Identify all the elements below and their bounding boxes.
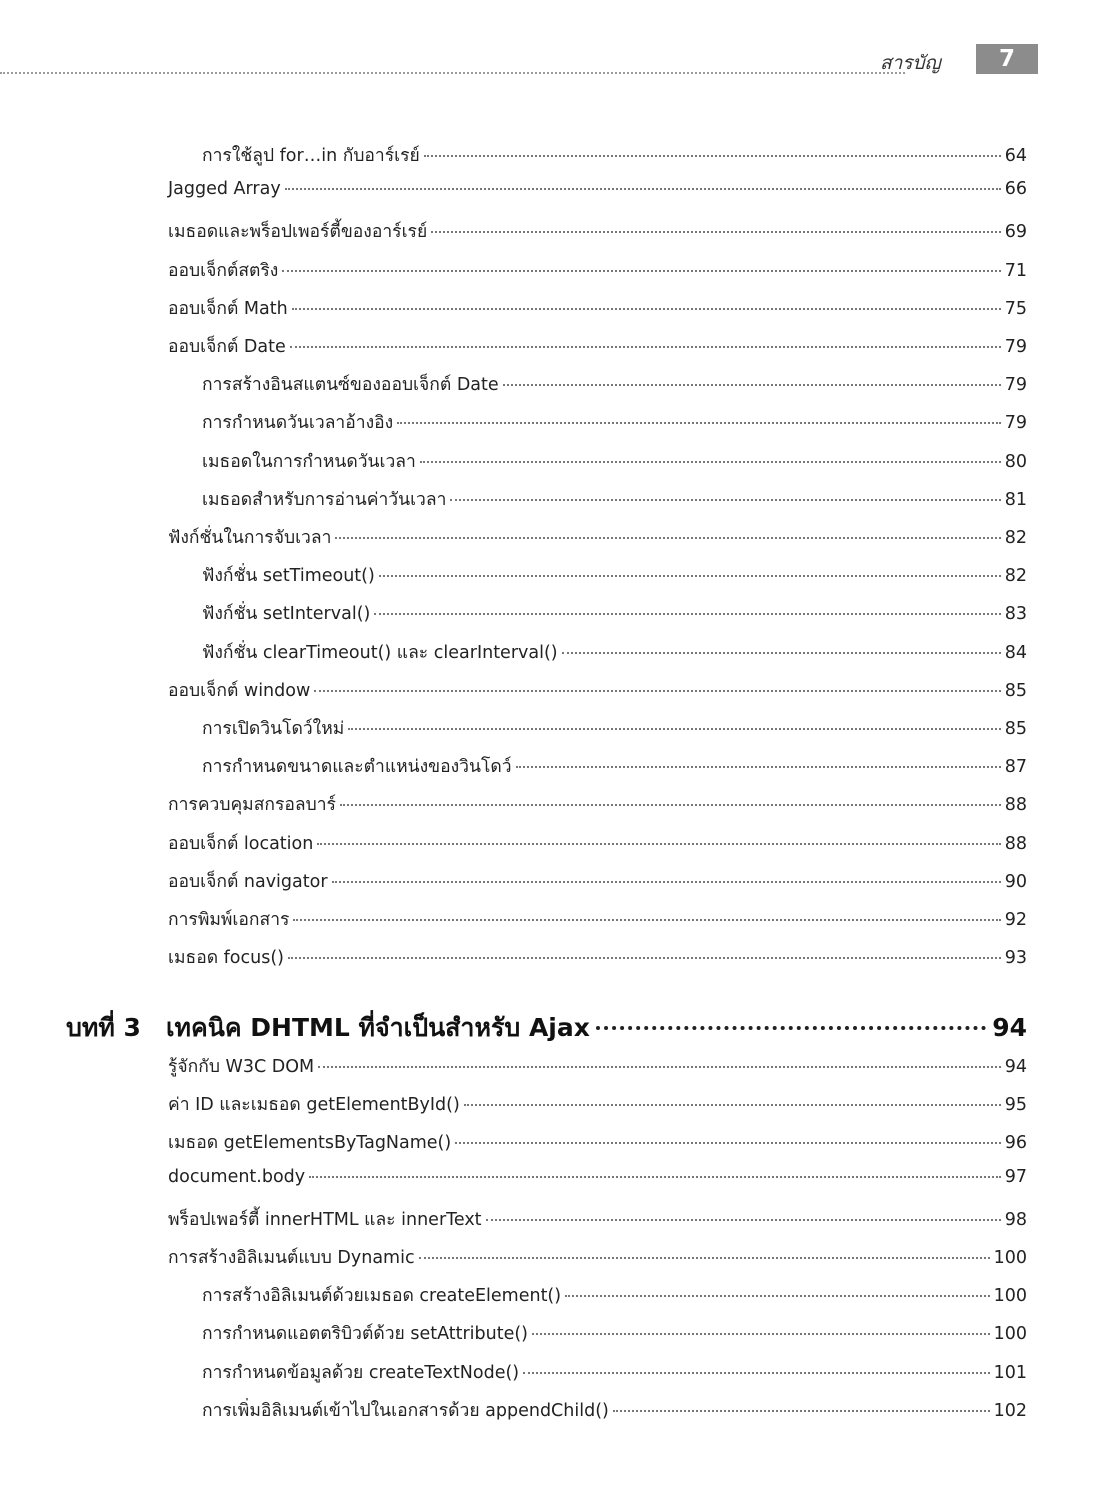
toc-entry-page: 102: [993, 1400, 1027, 1421]
toc-dot-leader: [424, 155, 1001, 157]
toc-entry-page: 66: [1004, 179, 1027, 200]
toc-entry-page: 97: [1004, 1166, 1027, 1187]
toc-dot-leader: [613, 1410, 990, 1412]
toc-entry-title: ออบเจ็กต์ Date: [168, 337, 286, 357]
toc-entry[interactable]: [202, 447, 1027, 475]
header-dotted-rule: [0, 72, 905, 74]
toc-entry-title: เมธอด getElementsByTagName(): [168, 1133, 452, 1154]
toc-entry[interactable]: [168, 1090, 1027, 1118]
toc-entry-page: 98: [1004, 1209, 1027, 1230]
toc-entry-title: ออบเจ็กต์ location: [168, 833, 314, 854]
toc-entry-title: ออบเจ็กต์ Math: [168, 298, 288, 319]
toc-entry[interactable]: [168, 256, 1027, 284]
toc-entry-page: 79: [1004, 413, 1027, 434]
toc-entry[interactable]: [168, 1243, 1027, 1271]
toc-entry-title: การกำหนดวันเวลาอ้างอิง: [202, 413, 394, 434]
toc-entry-page: 85: [1004, 719, 1027, 739]
chapter-heading[interactable]: [66, 1008, 1027, 1048]
toc-entry-title: การเพิ่มอิลิเมนต์เข้าไปในเอกสารด้วย appendChild(): [202, 1400, 609, 1421]
toc-entry[interactable]: [202, 1319, 1027, 1347]
toc-dot-leader: [292, 308, 1001, 310]
toc-entry-page: 71: [1004, 260, 1027, 281]
toc-entry-title: การสร้างอิลิเมนต์ด้วยเมธอด createElement(): [202, 1286, 562, 1307]
toc-entry-page: 79: [1004, 375, 1027, 396]
toc-entry-page: 100: [993, 1248, 1027, 1268]
toc-entry-page: 88: [1004, 795, 1027, 816]
toc-entry-page: 85: [1004, 680, 1027, 701]
toc-entry-page: 83: [1004, 604, 1027, 625]
toc-entry[interactable]: [168, 1128, 1027, 1156]
toc-entry-title: การเปิดวินโดว์ใหม่: [202, 719, 345, 739]
toc-dot-leader: [285, 188, 1001, 190]
toc-entry[interactable]: [202, 561, 1027, 589]
toc-entry-page: 95: [1004, 1095, 1027, 1116]
toc-entry[interactable]: [202, 141, 1027, 169]
toc-entry-page: 100: [993, 1324, 1027, 1345]
toc-entry-page: 79: [1004, 337, 1027, 357]
toc-entry-title: ฟังก์ชั่น setTimeout(): [202, 566, 375, 587]
toc-entry-title: เมธอดและพร็อปเพอร์ตี้ของอาร์เรย์: [168, 222, 428, 243]
toc-entry-page: 81: [1004, 489, 1027, 510]
toc-entry-page: 82: [1004, 566, 1027, 587]
toc-dot-leader: [379, 575, 1001, 577]
toc-entry[interactable]: [168, 294, 1027, 322]
toc-entry[interactable]: [202, 485, 1027, 513]
toc-entry-title: เมธอดสำหรับการอ่านค่าวันเวลา: [202, 489, 447, 510]
toc-entry-title: ฟังก์ชั่น clearTimeout() และ clearInterval(): [202, 642, 558, 663]
toc-dot-leader: [562, 652, 1001, 654]
toc-entry[interactable]: [168, 867, 1027, 895]
toc-entry[interactable]: [202, 599, 1027, 627]
toc-entry-title: การกำหนดข้อมูลด้วย createTextNode(): [202, 1362, 520, 1383]
toc-dot-leader: [523, 1372, 989, 1374]
toc-entry[interactable]: [168, 179, 1027, 199]
toc-dot-leader: [397, 422, 1001, 424]
toc-entry[interactable]: [202, 408, 1027, 436]
toc-entry-title: พร็อปเพอร์ตี้ innerHTML และ innerText: [168, 1209, 482, 1230]
toc-entry-title: การสร้างอินสแตนซ์ของออบเจ็กต์ Date: [202, 375, 499, 396]
toc-dot-leader: [431, 231, 1001, 233]
toc-entry-title: การกำหนดขนาดและตำแหน่งของวินโดว์: [202, 757, 512, 778]
toc-entry[interactable]: [168, 829, 1027, 857]
toc-entry[interactable]: [168, 332, 1027, 360]
toc-dot-leader: [455, 1142, 1001, 1144]
toc-entry-title: ฟังก์ชั่น setInterval(): [202, 604, 371, 625]
running-header: [0, 44, 1102, 76]
toc-dot-leader: [503, 384, 1001, 386]
toc-dot-leader: [288, 957, 1001, 959]
toc-entry-page: 82: [1004, 528, 1027, 548]
toc-entry[interactable]: [168, 790, 1027, 818]
toc-entry-title: การใช้ลูป for…in กับอาร์เรย์: [202, 146, 420, 166]
toc-entry-title: ออบเจ็กต์สตริง: [168, 260, 279, 281]
chapter-dot-leader: [596, 1026, 986, 1030]
toc-entry-title: ออบเจ็กต์ navigator: [168, 871, 328, 892]
header-page-number: 7: [976, 44, 1038, 74]
toc-entry-page: 75: [1004, 298, 1027, 319]
toc-entry-page: 87: [1004, 757, 1027, 778]
toc-dot-leader: [450, 499, 1000, 501]
toc-entry-page: 90: [1004, 871, 1027, 892]
toc-entry-page: 92: [1004, 910, 1027, 930]
toc-entry-title: รู้จักกับ W3C DOM: [168, 1057, 315, 1077]
toc-dot-leader: [317, 843, 1000, 845]
toc-entry-title: การพิมพ์เอกสาร: [168, 910, 290, 930]
toc-dot-leader: [290, 346, 1001, 348]
chapter-page-number: 94: [992, 1013, 1027, 1042]
toc-entry[interactable]: [202, 752, 1027, 780]
toc-entry-title: ออบเจ็กต์ window: [168, 680, 311, 701]
toc-dot-leader: [565, 1295, 990, 1297]
chapter-number: บทที่ 3: [66, 1013, 141, 1042]
toc-dot-leader: [309, 1176, 1001, 1178]
toc-entry[interactable]: [168, 1205, 1027, 1233]
toc-dot-leader: [420, 461, 1001, 463]
toc-entry-page: 94: [1004, 1057, 1027, 1077]
chapter-title: เทคนิค DHTML ที่จำเป็นสำหรับ Ajax: [166, 1013, 590, 1042]
toc-entry[interactable]: [202, 714, 1027, 742]
header-section-title: สารบัญ: [880, 52, 941, 74]
toc-dot-leader: [419, 1257, 990, 1259]
toc-entry[interactable]: [168, 905, 1027, 933]
toc-entry[interactable]: [202, 1281, 1027, 1309]
toc-entry-title: เมธอด focus(): [168, 948, 284, 969]
toc-dot-leader: [348, 728, 1000, 730]
toc-dot-leader: [516, 766, 1001, 768]
toc-dot-leader: [332, 881, 1001, 883]
toc-entry[interactable]: [202, 1358, 1027, 1386]
toc-entry-title: Jagged Array: [168, 179, 281, 200]
toc-dot-leader: [318, 1066, 1001, 1068]
toc-dot-leader: [335, 537, 1000, 539]
toc-entry-title: ค่า ID และเมธอด getElementById(): [168, 1095, 460, 1116]
toc-entry[interactable]: [202, 370, 1027, 398]
toc-entry-page: 96: [1004, 1133, 1027, 1154]
toc-dot-leader: [282, 270, 1000, 272]
toc-dot-leader: [374, 613, 1000, 615]
toc-entry[interactable]: [168, 1167, 1027, 1187]
toc-entry-page: 100: [993, 1286, 1027, 1307]
toc-entry[interactable]: [168, 943, 1027, 971]
toc-entry[interactable]: [168, 523, 1027, 551]
toc-entry-page: 80: [1004, 451, 1027, 472]
toc-entry-page: 84: [1004, 642, 1027, 663]
toc-entry-title: ฟังก์ชั่นในการจับเวลา: [168, 528, 332, 548]
toc-dot-leader: [314, 690, 1000, 692]
toc-dot-leader: [293, 919, 1000, 921]
toc-dot-leader: [532, 1333, 990, 1335]
toc-entry-title: การสร้างอิลิเมนต์แบบ Dynamic: [168, 1248, 415, 1268]
toc-dot-leader: [486, 1219, 1001, 1221]
toc-entry[interactable]: [202, 1396, 1027, 1424]
toc-dot-leader: [340, 804, 1001, 806]
toc-entry-page: 69: [1004, 222, 1027, 243]
toc-dot-leader: [464, 1104, 1001, 1106]
toc-entry-page: 101: [993, 1362, 1027, 1383]
toc-entry-title: เมธอดในการกำหนดวันเวลา: [202, 451, 416, 472]
toc-entry[interactable]: [202, 638, 1027, 666]
toc-entry[interactable]: [168, 1052, 1027, 1080]
toc-entry-title: การควบคุมสกรอลบาร์: [168, 795, 336, 816]
toc-entry-title: การกำหนดแอตตริบิวต์ด้วย setAttribute(): [202, 1324, 529, 1345]
toc-entry[interactable]: [168, 217, 1027, 245]
toc-entry-page: 88: [1004, 833, 1027, 854]
toc-entry-title: document.body: [168, 1166, 306, 1187]
toc-entry-page: 64: [1004, 146, 1027, 166]
toc-entry-page: 93: [1004, 948, 1027, 969]
toc-entry[interactable]: [168, 676, 1027, 704]
